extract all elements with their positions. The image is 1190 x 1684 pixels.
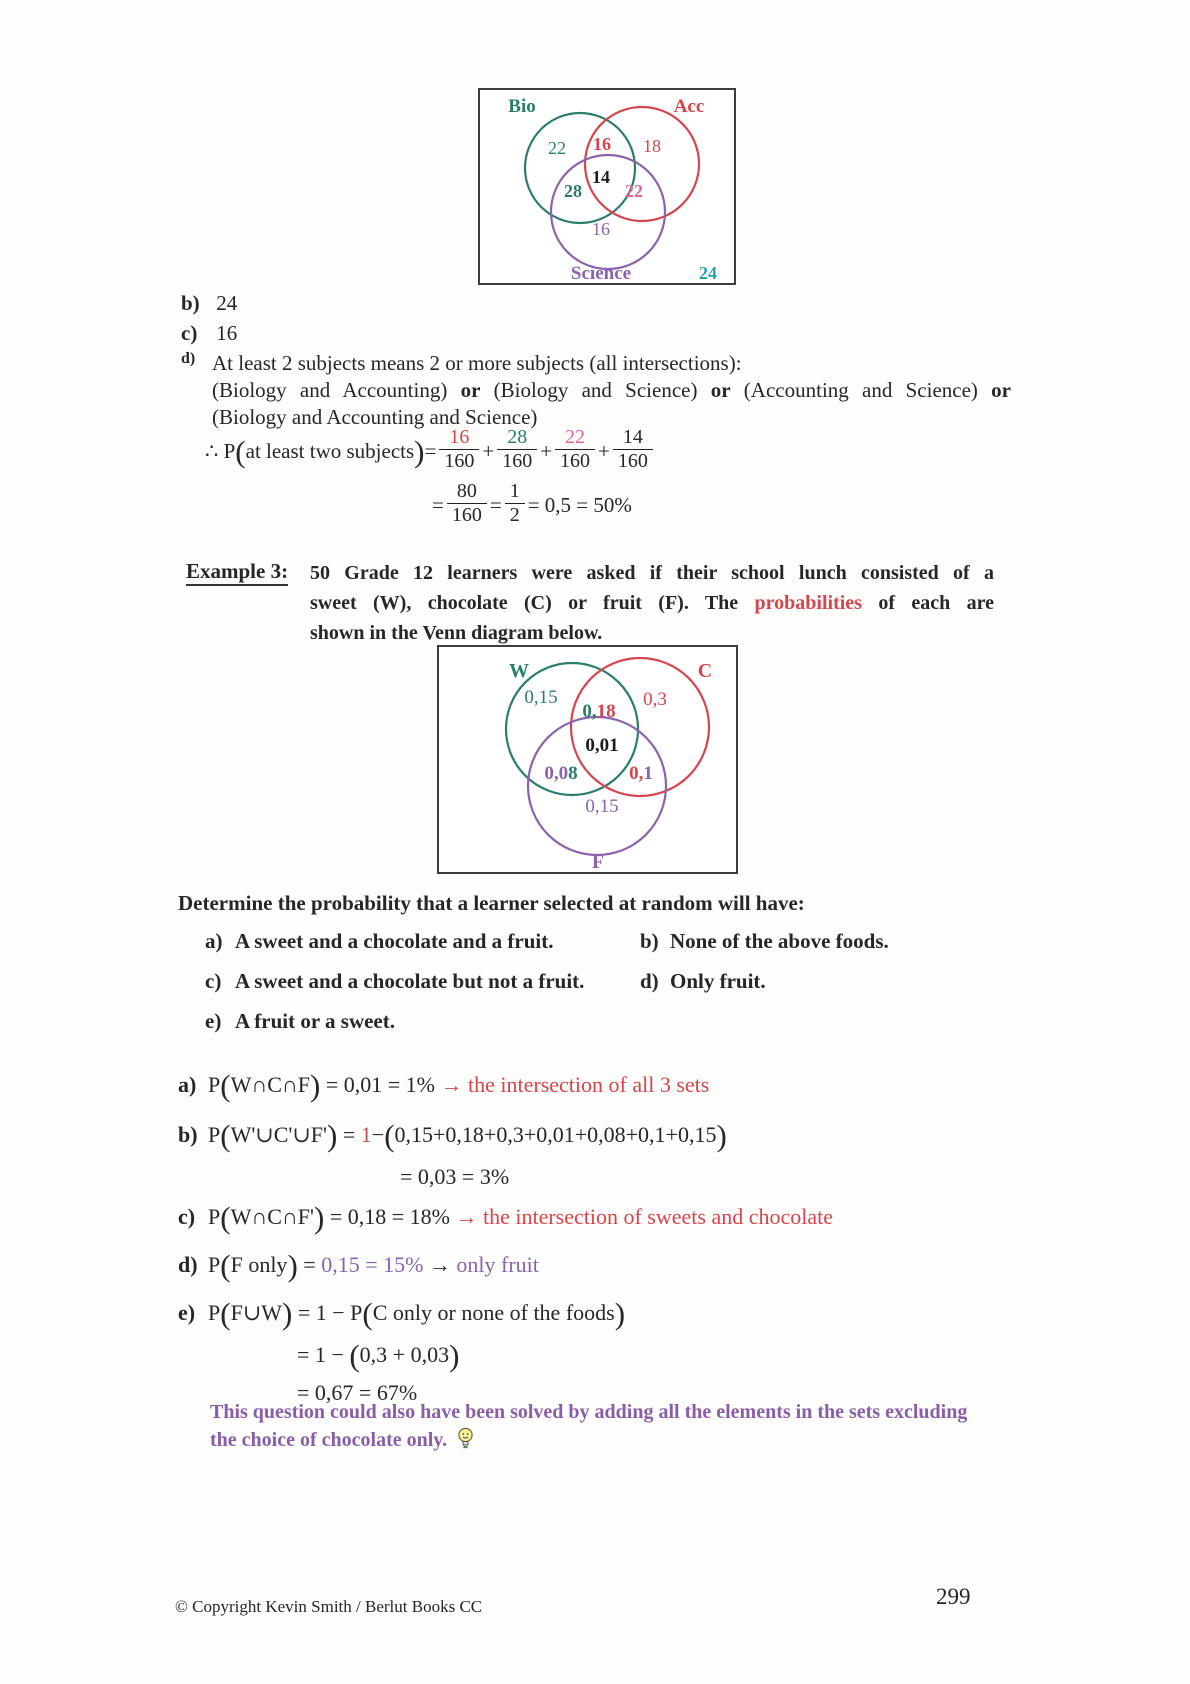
- answer-d-or2: or: [710, 378, 731, 402]
- example3-line2a: sweet (W), chocolate (C) or fruit (F). The: [310, 592, 755, 614]
- answer-d-line1: At least 2 subjects means 2 or more subjects (all intersections):: [212, 351, 742, 375]
- solution-e-label: e): [178, 1300, 196, 1325]
- answer-d-label: d): [181, 350, 196, 367]
- fraction-14-160: $\frac{14}{160}$: [613, 426, 653, 473]
- copyright-text: © Copyright Kevin Smith / Berlut Books CC: [175, 1597, 483, 1616]
- arrow-icon: →: [455, 1204, 478, 1229]
- example3-line2: [310, 588, 994, 618]
- probability-equation-line2: [432, 480, 632, 530]
- page-number: 299: [936, 1584, 971, 1609]
- answer-c-label: c): [181, 321, 198, 345]
- answer-d-or1: or: [460, 378, 481, 402]
- solution-e-line3: = 0,67 = 67%: [297, 1380, 418, 1405]
- close-paren: ): [314, 1200, 325, 1235]
- equals-sign: =: [424, 438, 437, 463]
- solution-a-note: the intersection of all 3 sets: [462, 1072, 710, 1097]
- f-label: F: [591, 851, 605, 871]
- probability-equation-line1: [205, 426, 656, 476]
- bio-acc-value: 16: [593, 134, 611, 154]
- question-d: d) Only fruit.: [640, 969, 766, 993]
- solution-d-note: only fruit: [450, 1252, 539, 1277]
- example3-label: Example 3:: [186, 559, 288, 586]
- close-paren: ): [287, 1248, 298, 1283]
- f-only-value: 0,15: [585, 796, 619, 817]
- close-paren: ): [614, 1296, 626, 1331]
- wc-value: 0,18: [582, 701, 616, 722]
- close-paren: ): [449, 1338, 460, 1373]
- example3-highlight: probabilities: [754, 592, 862, 614]
- solution-b-line2: = 0,03 = 3%: [400, 1164, 510, 1189]
- wcf-center-value: 0,01: [585, 735, 619, 756]
- solution-c-label: c): [178, 1204, 196, 1229]
- therefore-p: ∴ P: [205, 438, 236, 463]
- center-value: 14: [592, 167, 610, 187]
- question-a: a) A sweet and a chocolate and a fruit.: [205, 929, 554, 953]
- answer-b: [181, 291, 237, 316]
- open-paren: (: [220, 1118, 231, 1153]
- answer-b-label: b): [181, 291, 200, 315]
- bio-label: Bio: [508, 96, 536, 117]
- solution-d-value: 0,15 = 15%: [321, 1252, 429, 1277]
- cf-value: 0,1: [629, 763, 653, 784]
- fraction-16-160: $\frac{16}{160}$: [439, 426, 479, 473]
- arrow-icon: →: [428, 1252, 451, 1277]
- answer-d: [181, 350, 1011, 431]
- acc-circle: [585, 107, 699, 221]
- answer-d-text: [212, 350, 1011, 431]
- red-one: 1: [360, 1122, 372, 1147]
- venn-diagram-foods: [437, 645, 738, 874]
- example3-line3: shown in the Venn diagram below.: [310, 622, 603, 644]
- teacher-note-line1: This question could also have been solved by adding all the elements in the sets excluding: [210, 1401, 968, 1423]
- science-label: Science: [570, 263, 632, 282]
- question-e: e) A fruit or a sweet.: [205, 1009, 395, 1033]
- plus-sign: +: [482, 438, 495, 463]
- close-paren: ): [716, 1118, 727, 1153]
- plus-sign: +: [540, 438, 553, 463]
- open-paren: (: [384, 1118, 395, 1153]
- close-paren: ): [282, 1296, 293, 1331]
- minus-sign: −: [371, 1122, 385, 1147]
- acc-science-value: 22: [625, 181, 643, 201]
- solution-c-note: the intersection of sweets and chocolate: [477, 1204, 834, 1229]
- close-paren: ): [310, 1068, 321, 1103]
- acc-only-value: 18: [643, 136, 661, 156]
- solution-b-label: b): [178, 1122, 198, 1147]
- teacher-note-line2: the choice of chocolate only.: [210, 1426, 1010, 1459]
- venn2-svg: [439, 647, 735, 871]
- open-paren: (: [235, 433, 246, 469]
- venn-diagram-subjects: [478, 88, 736, 285]
- answer-d-line3: (Biology and Accounting and Science): [212, 405, 538, 429]
- example3-text: [310, 558, 994, 648]
- equals-sign: =: [489, 492, 502, 517]
- bio-science-value: 28: [564, 181, 582, 201]
- c-only-value: 0,3: [643, 689, 667, 710]
- answer-d-line2: [212, 377, 1011, 404]
- wf-value: 0,08: [544, 763, 578, 784]
- bio-circle: [525, 113, 635, 223]
- solution-c: c) P(W∩C∩F') = 0,18 = 18% → the intersection of sweets and chocolate: [178, 1200, 834, 1235]
- open-paren: (: [362, 1296, 373, 1331]
- answer-b-value: 24: [216, 291, 238, 315]
- open-paren: (: [220, 1200, 231, 1235]
- acc-label: Acc: [673, 96, 705, 117]
- plus-sign: +: [598, 438, 610, 463]
- answer-d-or3: or: [991, 378, 1011, 402]
- solution-a-label: a): [178, 1072, 197, 1097]
- open-paren: (: [349, 1338, 360, 1373]
- solution-a: a) P(W∩C∩F) = 0,01 = 1% → the intersection of all 3 sets: [178, 1068, 710, 1103]
- equation-arg: at least two subjects: [245, 438, 415, 463]
- solution-d-label: d): [178, 1252, 198, 1277]
- answer-c-value: 16: [216, 321, 238, 345]
- question-c: c) A sweet and a chocolate but not a fruit.: [205, 969, 585, 993]
- answer-c: [181, 321, 237, 346]
- close-paren: ): [327, 1118, 338, 1153]
- answer-d-seg2: (Biology and Science): [480, 378, 711, 402]
- open-paren: (: [220, 1068, 231, 1103]
- w-only-value: 0,15: [524, 687, 558, 708]
- outside-value: 24: [699, 263, 717, 282]
- question-b: b) None of the above foods.: [640, 929, 889, 953]
- bio-only-value: 22: [548, 138, 566, 158]
- fraction-1-2: $\frac{1}{2}$: [505, 480, 525, 527]
- solution-e-line2: = 1 − (0,3 + 0,03): [297, 1338, 460, 1373]
- fraction-22-160: $\frac{22}{160}$: [555, 426, 595, 473]
- example3-label-wrap: [186, 559, 288, 584]
- fraction-80-160: $\frac{80}{160}$: [447, 480, 487, 527]
- solution-b-line1: b) P(W'∪C'∪F') = 1−(0,15+0,18+0,3+0,01+0,08+0,1+0,15): [178, 1118, 727, 1153]
- venn1-svg: [480, 90, 733, 282]
- answer-d-seg1: (Biology and Accounting): [212, 378, 461, 402]
- equation-result: = 0,5 = 50%: [527, 492, 632, 517]
- c-label: C: [697, 660, 713, 682]
- example3-line2b: of each are: [861, 592, 994, 614]
- close-paren: ): [414, 433, 425, 469]
- open-paren: (: [220, 1248, 231, 1283]
- science-only-value: 16: [592, 219, 610, 239]
- answer-d-seg3: (Accounting and Science): [730, 378, 992, 402]
- solution-d: d) P(F only) = 0,15 = 15% → only fruit: [178, 1248, 539, 1283]
- teacher-note: [210, 1398, 1010, 1459]
- lightbulb-icon: [457, 1427, 474, 1459]
- example3-line1: 50 Grade 12 learners were asked if their school lunch consisted of a: [310, 562, 994, 584]
- w-label: W: [509, 660, 529, 682]
- open-paren: (: [220, 1296, 231, 1331]
- solution-e-line1: e) P(F∪W) = 1 − P(C only or none of the foods): [178, 1296, 626, 1331]
- equals-sign: =: [432, 492, 444, 517]
- arrow-icon: →: [440, 1072, 463, 1097]
- fraction-28-160: $\frac{28}{160}$: [497, 426, 537, 473]
- determine-heading: Determine the probability that a learner selected at random will have:: [178, 891, 805, 915]
